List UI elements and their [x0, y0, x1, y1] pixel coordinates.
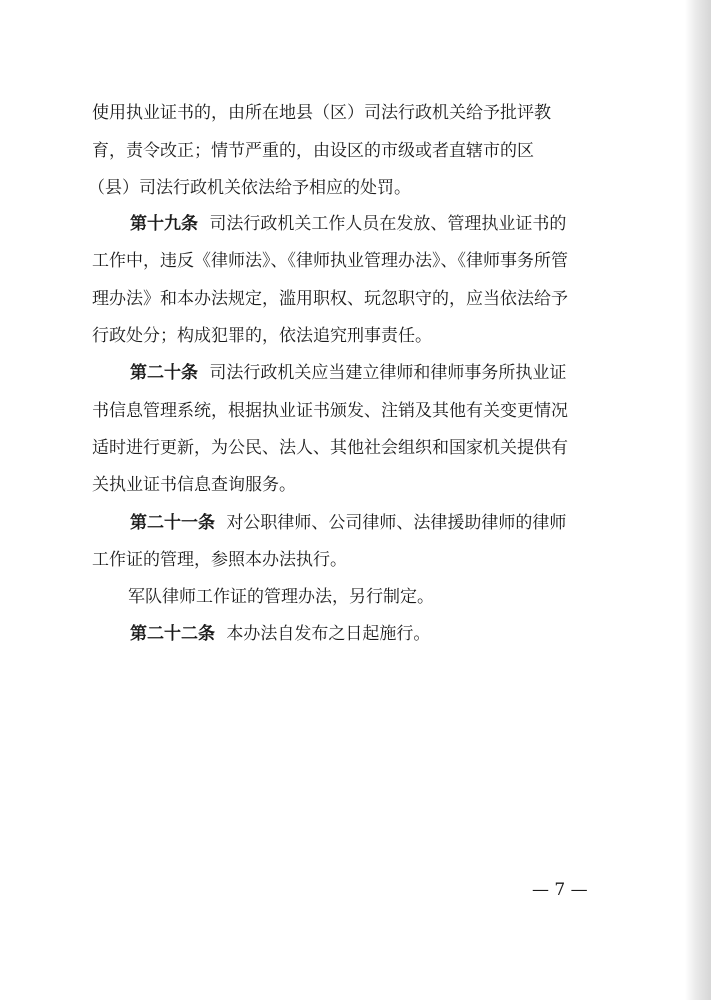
text-line: [88, 168, 711, 208]
text-line: [92, 241, 711, 281]
line-text: 使用执业证书的，由所在地县（区）司法行政机关给予批评教: [92, 103, 551, 123]
line-text: 行政处分；构成犯罪的，依法追究刑事责任。: [92, 326, 432, 346]
text-line: [92, 391, 711, 431]
text-line: [92, 465, 711, 505]
text-line: [92, 279, 711, 319]
article-line: [130, 503, 711, 543]
text-line: [92, 316, 711, 356]
text-line: [128, 577, 711, 617]
line-text: 工作中，违反《律师法》、《律师执业管理办法》、《律师事务所管: [92, 251, 568, 271]
text-line: [92, 131, 711, 171]
text-line: [92, 93, 711, 133]
page-number: — 7 —: [532, 880, 588, 900]
line-text: 司法行政机关应当建立律师和律师事务所执业证: [209, 363, 567, 383]
line-text: 书信息管理系统，根据执业证书颁发、注销及其他有关变更情况: [92, 401, 568, 421]
line-text: 司法行政机关工作人员在发放、管理执业证书的: [209, 214, 567, 234]
line-text: 关执业证书信息查询服务。: [92, 475, 296, 495]
article-heading: 第二十一条: [130, 513, 215, 533]
article-heading: 第二十二条: [130, 624, 215, 644]
article-line: [130, 353, 711, 393]
article-line: [130, 614, 711, 654]
line-text: 本办法自发布之日起施行。: [226, 624, 431, 644]
text-line: [92, 540, 711, 580]
line-text: 适时进行更新，为公民、法人、其他社会组织和国家机关提供有: [92, 438, 568, 458]
line-text: 理办法》和本办法规定，滥用职权、玩忽职守的，应当依法给予: [92, 289, 568, 309]
article-heading: 第二十条: [130, 363, 198, 383]
article-heading: 第十九条: [130, 214, 198, 234]
line-text: （县）司法行政机关依法给予相应的处罚。: [88, 178, 411, 198]
line-text: 育，责令改正；情节严重的，由设区的市级或者直辖市的区: [92, 141, 534, 161]
line-text: 军队律师工作证的管理办法，另行制定。: [128, 587, 434, 607]
text-line: [92, 428, 711, 468]
line-text: 对公职律师、公司律师、法律援助律师的律师: [226, 513, 567, 533]
article-line: [130, 204, 711, 244]
line-text: 工作证的管理，参照本办法执行。: [92, 550, 347, 570]
